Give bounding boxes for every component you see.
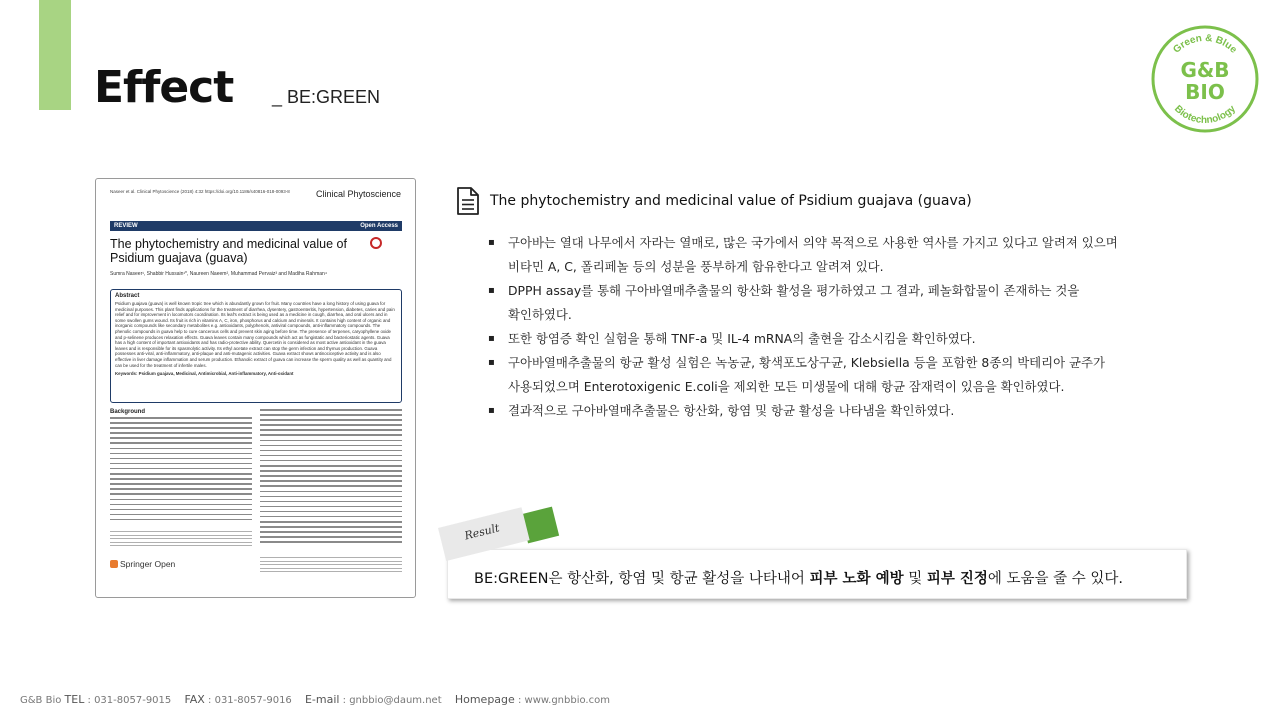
footer-tel-label: TEL (64, 693, 85, 706)
page-title: Effect (94, 62, 234, 113)
footer-email: : gnbbio@daum.net (339, 695, 442, 706)
paper-abstract (110, 289, 402, 403)
result-highlight-aging: 피부 노화 예방 (809, 571, 904, 587)
list-item: ▪ DPPH assay를 통해 구아바열매추출물의 항산화 활성을 평가하였고 그 결과, 페놀화합물이 존재하는 것을 (488, 279, 1208, 303)
paper-copyright (260, 557, 402, 575)
study-title: The phytochemistry and medicinal value of Psidium guajava (guava) (490, 193, 972, 209)
footer-homepage: : www.gnbbio.com (514, 695, 610, 706)
list-item: ▪ 또한 항염증 확인 실험을 통해 TNF-a 및 IL-4 mRNA의 출현을 감소시킴을 확인하였다. (488, 327, 1208, 351)
svg-text:BIO: BIO (1185, 80, 1225, 104)
paper-authors: Sumra Naseer¹, Shabbir Hussain¹*, Naureen Naeem², Muhammad Pervaiz³ and Madiha Rahman⁴ (110, 271, 327, 277)
paper-meta: Naseer et al. Clinical Phytoscience (2018) 4:32 https://doi.org/10.1186/s40816-018-0093-8 (110, 189, 290, 194)
list-item-continuation: 확인하였다. (508, 307, 572, 322)
list-item-continuation: 사용되었으며 Enterotoxigenic E.coli을 제외한 모든 미생물에 대해 항균 잠재력이 있음을 확인하였다. (508, 379, 1065, 394)
footer-fax-label: FAX (184, 693, 205, 706)
list-item: ▪ 구아바열매추출물의 항균 활성 실험은 녹농균, 황색포도상구균, Klebsiella 등을 포함한 8종의 박테리아 균주가 (488, 351, 1208, 375)
footer-company: G&B Bio (20, 695, 62, 706)
springer-icon (110, 560, 118, 568)
footer-email-label: E-mail (304, 693, 340, 706)
paper-title-line1: The phytochemistry and medicinal value of (110, 237, 347, 251)
paper-footnote (110, 531, 252, 549)
abstract-keywords: Keywords: Psidium guajava, Medicinal, Antimicrobial, Anti-inflammatory, Anti-oxidant (115, 371, 294, 377)
list-item-continuation: 비타민 A, C, 폴리페놀 등의 성분을 풍부하게 함유한다고 알려져 있다. (508, 259, 884, 274)
svg-text:Green & Blue: Green & Blue (1171, 32, 1239, 56)
abstract-heading: Abstract (115, 293, 140, 299)
document-icon (456, 186, 480, 216)
result-tag-label: Result (463, 521, 501, 543)
footer (20, 693, 610, 706)
svg-text:Biotechnology: Biotechnology (1172, 103, 1238, 127)
abstract-text: Psidium guajava (guava) is well known tropic tree which is abundantly grown for fruit. Many countries have a long history of using guava for medicinal purposes. This plant finds applications for the treatment of diarrhea, dysentery, gastroenteritis, hypertension, diabetes, caries and pain relief and for improvement in locomotors coordination. Its leaf's extract is being used as a medicine in cough, diarrhea, and oral ulcers and in some swollen gums wound. Its fruit is rich in vitamins A, C, iron, phosphorus and calcium and minerals. It contains high content of organic and inorganic compounds like secondary metabolites e.g. antioxidants, polyphenols, antiviral compounds, anti-inflammatory compounds. The phenolic compounds in guava help to cure cancerous cells and prevent skin aging before time. The presence of terpenes, caryophyllene oxide and p-selinene produces relaxation effects. Guava leaves contain many compounds which act as fungistatic and bacteriostatic agents. Guava has a high content of important antioxidants and has radio-protective ability. Quercetin is considered as most active antioxidant in the guava leaves and is responsible for its spasmolytic activity. Its ethyl acetate extract can stop the germ infection and thymus production. Guava possesses anti-viral, anti-inflammatory, anti-plaque and anti-mutagenic activities. Guava extract shows antinociceptive activity and is also effective in liver damage inflammation and serum production. Ethanolic extract of guava can increase the sperm quality as well as quantity and can be used for the treatment of infertile males. (115, 301, 395, 368)
paper-title (110, 237, 350, 265)
footer-tel: : 031-8057-9015 (84, 695, 172, 706)
springer-label: Springer Open (120, 559, 176, 569)
result-text-part: 및 (903, 571, 927, 587)
result-text (474, 567, 1123, 588)
footer-fax: : 031-8057-9016 (204, 695, 292, 706)
result-text-part: BE:GREEN은 항산화, 항염 및 항균 활성을 나타내어 (474, 571, 810, 587)
footer-homepage-label: Homepage (454, 693, 515, 706)
springer-open-logo (110, 559, 175, 569)
list-item: ▪ 구아바는 열대 나무에서 자라는 열매로, 많은 국가에서 의약 목적으로 사용한 역사를 가지고 있다고 알려져 있으며 (488, 231, 1208, 255)
paper-journal: Clinical Phytoscience (315, 189, 401, 199)
gnb-bio-logo (1150, 24, 1260, 134)
background-heading: Background (110, 409, 146, 415)
accent-bar (39, 0, 71, 110)
svg-text:G&B: G&B (1180, 58, 1230, 82)
paper-title-line2: Psidium guajava (guava) (110, 251, 248, 265)
paper-column-left (110, 417, 252, 525)
paper-band-review: REVIEW (114, 223, 138, 229)
paper-column-right (260, 409, 402, 549)
paper-band (110, 221, 402, 231)
result-text-part: 에 도움을 줄 수 있다. (987, 571, 1124, 587)
page-subtitle: _ BE:GREEN (272, 87, 381, 107)
paper-band-open-access: Open Access (360, 223, 398, 229)
findings-list (488, 231, 1208, 423)
paper-thumbnail (95, 178, 416, 598)
crossmark-icon (370, 237, 382, 249)
list-item: ▪ 결과적으로 구아바열매추출물은 항산화, 항염 및 항균 활성을 나타냄을 확인하였다. (488, 399, 1208, 423)
result-highlight-soothing: 피부 진정 (926, 571, 988, 587)
